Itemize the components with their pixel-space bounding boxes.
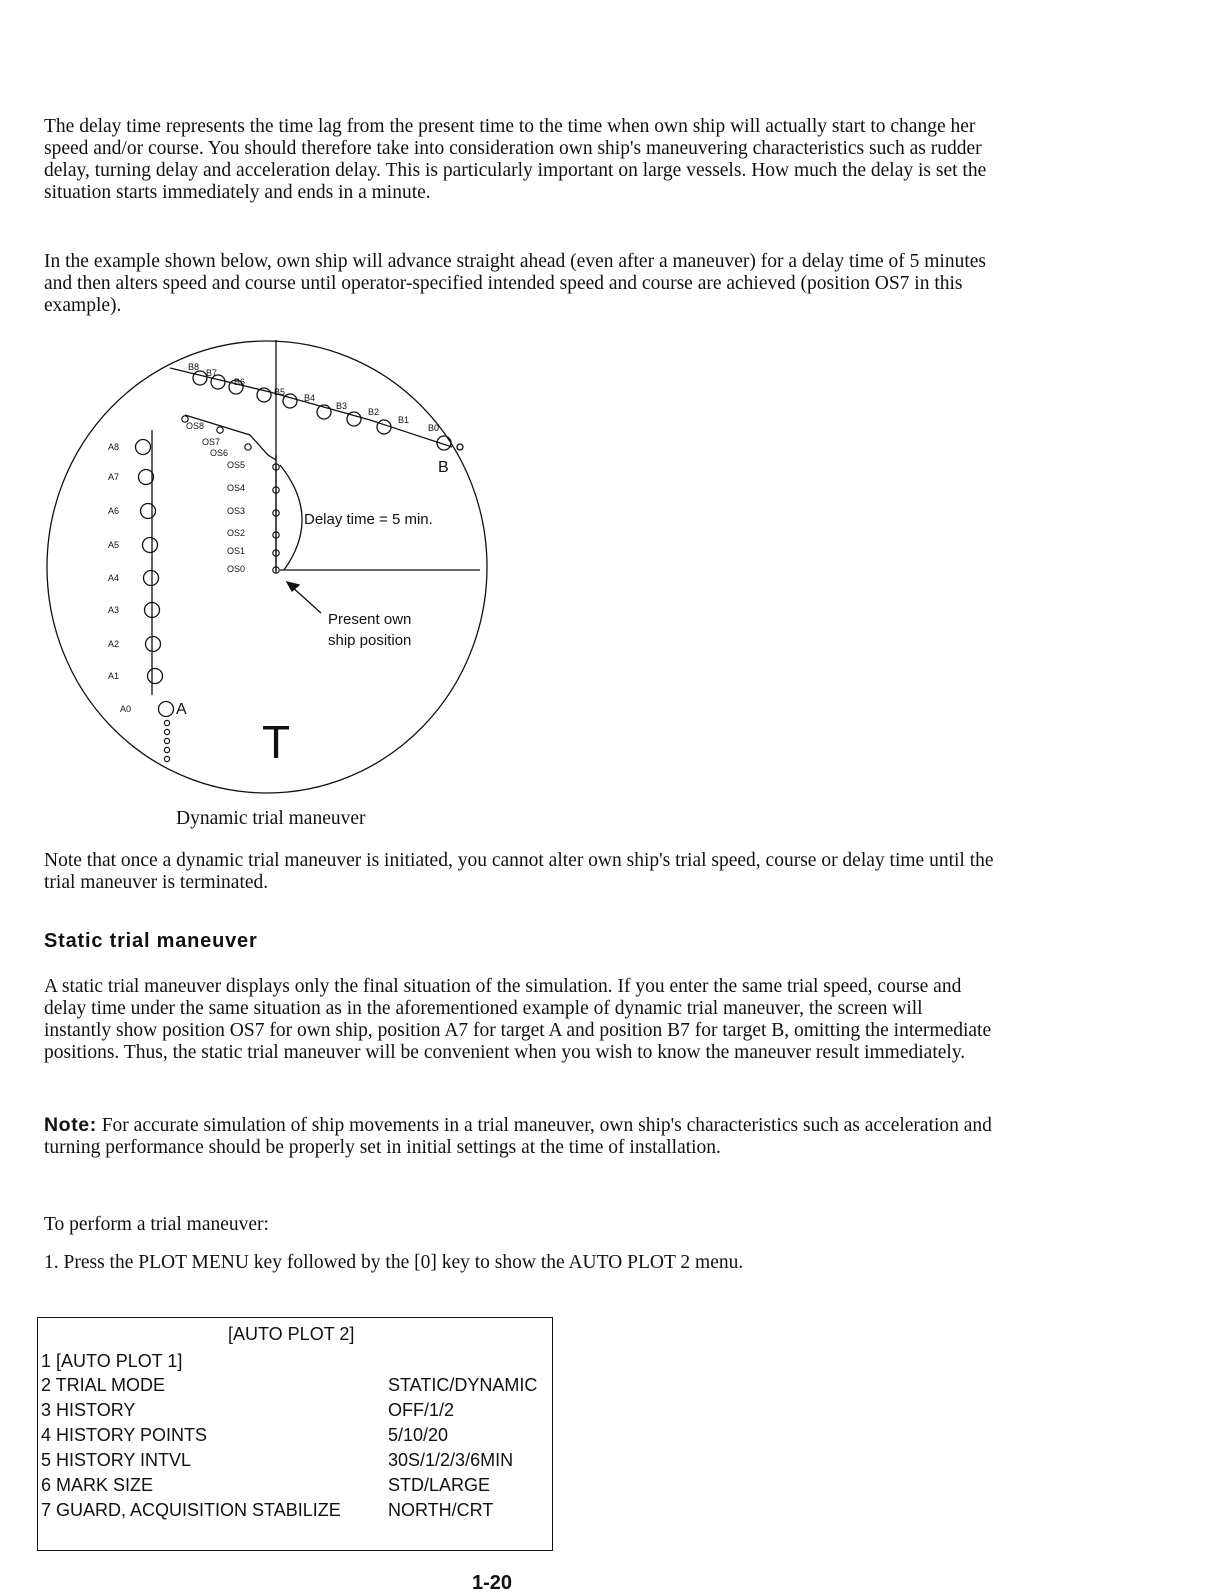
target-b-position-label: B0 — [428, 423, 440, 433]
pointer-arrowhead — [287, 582, 299, 591]
menu-row-value: 5/10/20 — [388, 1425, 449, 1445]
note-label: Note: — [44, 1114, 97, 1136]
target-b-label: B — [438, 459, 449, 476]
target-a-position-label: A4 — [108, 573, 120, 583]
target-a-position-label: A7 — [108, 472, 120, 482]
target-b-position-label: B3 — [336, 401, 348, 411]
target-b-track — [170, 368, 452, 447]
menu-row-value: STD/LARGE — [388, 1475, 491, 1495]
own-ship-position-label: OS6 — [210, 448, 229, 458]
target-a-position-label: A0 — [120, 704, 132, 714]
delay-time-label: Delay time = 5 min. — [304, 511, 433, 528]
own-ship-position-label: OS1 — [227, 546, 246, 556]
target-a-position-mark — [146, 637, 161, 652]
target-a-position-label: A8 — [108, 442, 120, 452]
delay-time-arc — [280, 465, 302, 570]
menu-row-label: 1 [AUTO PLOT 1] — [41, 1351, 183, 1371]
pointer-arrow-line — [291, 586, 321, 613]
menu-row-label: 2 TRIAL MODE — [41, 1375, 166, 1395]
target-a-label: A — [176, 701, 187, 718]
own-ship-position-label: OS7 — [202, 437, 221, 447]
target-a-position-mark — [143, 538, 158, 553]
target-a-position-mark — [159, 702, 174, 717]
own-ship-position-label: OS8 — [186, 421, 205, 431]
target-a-position-label: A5 — [108, 540, 120, 550]
target-b-position-mark — [377, 420, 391, 434]
target-a-position-mark — [144, 571, 159, 586]
menu-row-label: 3 HISTORY — [41, 1400, 136, 1420]
menu-row-guard-stabilize[interactable] — [41, 1500, 555, 1524]
own-ship-position-mark — [217, 427, 223, 433]
page-number: 1-20 — [472, 1572, 513, 1594]
menu-row-history[interactable] — [41, 1400, 555, 1424]
target-a-position-mark — [136, 440, 151, 455]
target-b-position-label: B7 — [206, 368, 218, 378]
target-b-position-label: B1 — [398, 415, 410, 425]
procedure-step-1: 1. Press the PLOT MENU key followed by the [0] key to show the AUTO PLOT 2 menu. — [44, 1252, 744, 1273]
present-position-label-line2: ship position — [328, 632, 412, 649]
auto-plot-2-menu — [37, 1317, 553, 1551]
menu-row-history-interval[interactable] — [41, 1450, 555, 1474]
menu-row-value: NORTH/CRT — [388, 1500, 494, 1520]
dynamic-trial-maneuver-diagram — [40, 335, 500, 805]
own-ship-position-label: OS2 — [227, 528, 246, 538]
intro-paragraph-delay-time: The delay time represents the time lag from the present time to the time when own ship will actually start to change her speed and/or course. You should therefore take into consideration own ship's maneuvering characteristics such as rudder delay, turning delay and acceleration delay. This is particularly important on large vessels. How much the delay is set the situation starts immediately and ends in a minute. — [44, 116, 987, 203]
target-a-position-label: A3 — [108, 605, 120, 615]
menu-row-auto-plot-1[interactable] — [41, 1351, 555, 1375]
menu-row-label: 5 HISTORY INTVL — [41, 1450, 192, 1470]
menu-row-label: 7 GUARD, ACQUISITION STABILIZE — [41, 1500, 341, 1520]
menu-row-value: 30S/1/2/3/6MIN — [388, 1450, 514, 1470]
target-a-position-mark — [148, 669, 163, 684]
trial-indicator-mark: T — [262, 716, 291, 768]
target-a-history-dot — [164, 738, 169, 743]
target-b-position-mark — [283, 394, 297, 408]
own-ship-position-label: OS4 — [227, 483, 246, 493]
target-a-history-dot — [164, 729, 169, 734]
target-a-position-mark — [139, 470, 154, 485]
own-ship-position-label: OS5 — [227, 460, 246, 470]
target-a-history-dot — [164, 720, 169, 725]
menu-row-label: 4 HISTORY POINTS — [41, 1425, 208, 1445]
figure-caption: Dynamic trial maneuver — [176, 808, 366, 829]
target-a-position-label: A1 — [108, 671, 120, 681]
target-a-history-dot — [164, 756, 169, 761]
menu-row-value: OFF/1/2 — [388, 1400, 455, 1420]
target-b-position-label: B4 — [304, 393, 316, 403]
own-ship-position-mark — [245, 444, 251, 450]
target-b-position-label: B2 — [368, 407, 380, 417]
target-a-history-dot — [164, 747, 169, 752]
section-heading-static-trial: Static trial maneuver — [44, 930, 258, 952]
target-b-position-mark — [347, 412, 361, 426]
menu-row-trial-mode[interactable] — [41, 1375, 555, 1399]
target-b-position-label: B5 — [274, 387, 286, 397]
menu-title: [AUTO PLOT 2] — [228, 1324, 355, 1344]
own-ship-position-label: OS3 — [227, 506, 246, 516]
target-a-position-label: A6 — [108, 506, 120, 516]
target-b-position-mark — [193, 371, 207, 385]
target-b-position-label: B6 — [234, 377, 246, 387]
dynamic-note-paragraph: Note that once a dynamic trial maneuver is initiated, you cannot alter own ship's trial speed, course or delay time until the trial maneuver is terminated. — [44, 850, 994, 893]
target-a-position-label: A2 — [108, 639, 120, 649]
menu-row-label: 6 MARK SIZE — [41, 1475, 154, 1495]
example-paragraph: In the example shown below, own ship will advance straight ahead (even after a maneuver) for a delay time of 5 minutes and then alters speed and course until operator-specified intended speed and course are achieved (position OS7 in this example). — [44, 251, 986, 316]
menu-row-mark-size[interactable] — [41, 1475, 555, 1499]
menu-row-value: STATIC/DYNAMIC — [388, 1375, 538, 1395]
target-b-position-label: B8 — [188, 362, 200, 372]
own-ship-position-label: OS0 — [227, 564, 246, 574]
procedure-intro: To perform a trial maneuver: — [44, 1214, 269, 1235]
note-text: For accurate simulation of ship movements in a trial maneuver, own ship's characteristics such as acceleration and turning performance should be properly set in initial settings at the time of installation. — [44, 1115, 992, 1158]
target-b-head-dot — [457, 444, 463, 450]
present-position-label-line1: Present own — [328, 611, 412, 628]
static-trial-paragraph: A static trial maneuver displays only the final situation of the simulation. If you enter the same trial speed, course and delay time under the same situation as in the aforementioned example of dynamic trial maneuver, the screen will instantly show position OS7 for own ship, position A7 for target A and position B7 for target B, omitting the intermediate positions. Thus, the static trial maneuver will be convenient when you wish to know the maneuver result immediately. — [44, 976, 992, 1063]
menu-row-history-points[interactable] — [41, 1425, 555, 1449]
target-a-position-mark — [141, 504, 156, 519]
installation-note — [44, 1114, 994, 1159]
